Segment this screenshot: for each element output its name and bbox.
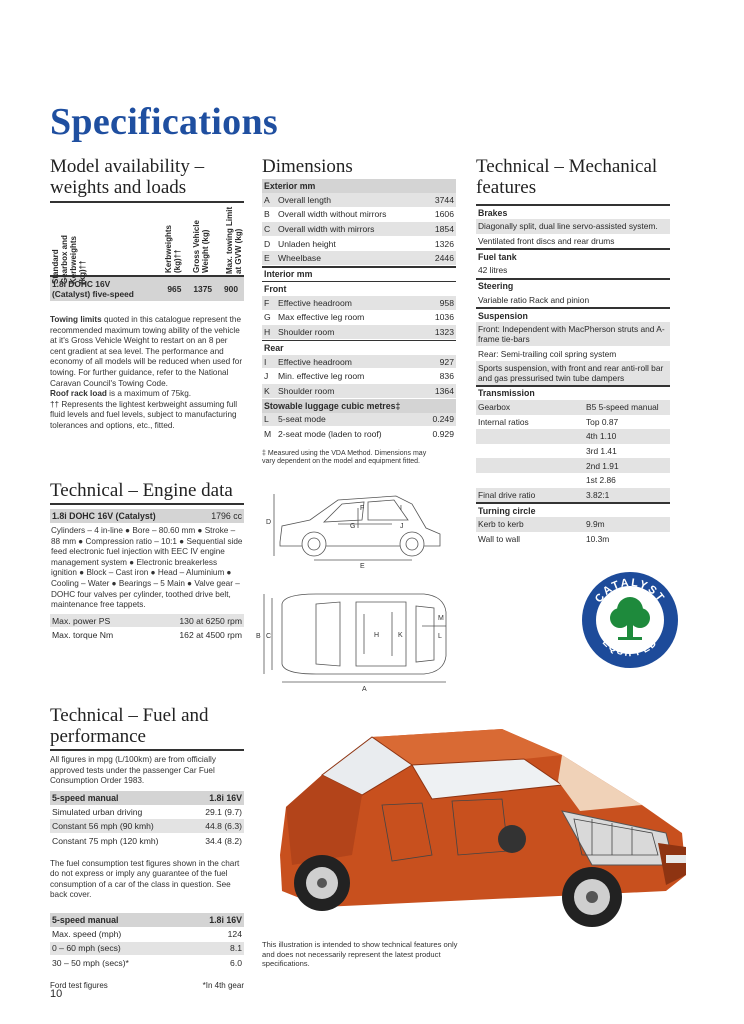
luggage-header: Stowable luggage cubic metres‡ [262, 399, 456, 413]
transmission-value: 3rd 1.41 [586, 446, 617, 457]
col-header-towing: Max. towing Limit at GVW (kg) [225, 206, 243, 274]
dimension-key: K [264, 385, 270, 396]
transmission-value: 4th 1.10 [586, 431, 617, 442]
perf-row [50, 927, 244, 942]
letter-e: E [360, 563, 365, 570]
rear-wheel [294, 855, 350, 911]
letter-a: A [362, 686, 367, 693]
engine-bar [50, 509, 244, 523]
dimensions-note: ‡ Measured using the VDA Method. Dimensions may vary dependent on the model and equipment fitted. [262, 449, 427, 466]
dimension-key: F [264, 297, 270, 308]
col-header-gvw: Gross Vehicle Weight (kg) [192, 220, 210, 273]
perf-row [50, 956, 244, 971]
engine-row-value: 130 at 6250 rpm [179, 615, 242, 626]
letter-i: I [400, 505, 402, 512]
fuel-table2-title: 5-speed manual [52, 914, 119, 925]
engine-bar-label: 1.8i DOHC 16V (Catalyst) [52, 511, 156, 521]
engine-heading: Technical – Engine data [50, 480, 244, 505]
dimension-label: Shoulder room [278, 385, 335, 396]
transmission-value: 1st 2.86 [586, 475, 616, 486]
suspension-line: Sports suspension, with front and rear anti-roll bar and gas pressurised twin tube dampers [476, 361, 670, 385]
side-view-diagram [262, 484, 460, 574]
transmission-label: Internal ratios [478, 416, 529, 427]
dimension-key: G [264, 312, 271, 323]
dimension-row [262, 355, 456, 370]
dagger-note: †† Represents the lightest kerbweight assuming full fluid levels and fuel levels, subject to manufacturing tolerances and options, etc., fitted. [50, 399, 238, 430]
perf-row-value: 8.1 [230, 943, 242, 954]
transmission-row [476, 415, 670, 430]
turning-header: Turning circle [476, 502, 670, 517]
letter-l: L [438, 633, 442, 640]
letter-g: G [350, 523, 356, 530]
suspension-line: Front: Independent with MacPherson struts and A-frame tie-bars [476, 322, 670, 346]
dimension-value: 1606 [434, 209, 454, 220]
fuel-footer [50, 981, 244, 990]
top-view-diagram [256, 590, 460, 694]
front-wheel [562, 867, 622, 927]
front-header: Front [262, 281, 456, 296]
dimension-value: 958 [439, 297, 454, 308]
dimension-row [262, 325, 456, 340]
dimension-value: 1364 [434, 385, 454, 396]
letter-j: J [400, 523, 404, 530]
weights-section [50, 156, 244, 432]
dimension-key: A [264, 194, 270, 205]
perf-row-value: 124 [227, 928, 242, 939]
rear-wheel-far [498, 825, 526, 853]
dimension-value: 1323 [434, 326, 454, 337]
towing-bold: Towing limits [50, 315, 102, 324]
dimension-label: Overall width without mirrors [278, 209, 387, 220]
fuel-row-value: 29.1 (9.7) [205, 806, 242, 817]
dimension-value: 1036 [434, 312, 454, 323]
fuel-section [50, 705, 244, 990]
engine-bar-value: 1796 cc [211, 511, 242, 521]
dimension-key: C [264, 223, 271, 234]
dimension-value: 0.929 [432, 428, 454, 439]
transmission-value: Top 0.87 [586, 416, 619, 427]
dimension-label: Unladen height [278, 238, 336, 249]
steering-header: Steering [476, 278, 670, 293]
dimension-label: Max effective leg room [278, 312, 365, 323]
turning-row [476, 517, 670, 532]
transmission-row [476, 429, 670, 444]
brakes-line: Ventilated front discs and rear drums [478, 235, 615, 246]
transmission-row [476, 488, 670, 503]
interior-header: Interior mm [262, 266, 456, 281]
dimension-row [262, 427, 456, 442]
dimension-value: 0.249 [432, 414, 454, 425]
perf-row-value: 6.0 [230, 957, 242, 968]
dimension-key: I [264, 356, 267, 367]
dimension-row [262, 413, 456, 428]
dimension-label: Effective headroom [278, 356, 352, 367]
badge-bottom-text: EQUIPPED [599, 637, 661, 660]
fuel-note: The fuel consumption test figures shown in the chart do not express or imply any guarantee of the fuel consumption of a car of the class in question. See back cover. [50, 858, 240, 900]
dimension-label: 5-seat mode [278, 414, 326, 425]
fuel-heading: Technical – Fuel and performance [50, 705, 244, 751]
fuel-table1-title: 5-speed manual [52, 792, 119, 803]
dimension-key: L [264, 414, 269, 425]
engine-row-value: 162 at 4500 rpm [179, 630, 242, 641]
letter-m: M [438, 615, 444, 622]
transmission-row [476, 400, 670, 415]
transmission-row [476, 473, 670, 488]
engine-row-label: Max. torque Nm [52, 630, 114, 641]
letter-f: F [360, 505, 365, 512]
transmission-row [476, 444, 670, 459]
engine-description: Cylinders – 4 in-line ● Bore – 80.60 mm ● Stroke – 88 mm ● Compression ratio – 10:1 ● Sequential side feed electronic fuel injection with EEC IV engine management system ● Electronic breakerless ignition ● Block – Cast iron ● Head – Aluminium ● Cooling – Water ● Bearings – 5 Main ● Valve gear – DOHC four valves per cylinder, toothed drive belt, maintenance free tappets. [51, 526, 243, 610]
perf-row [50, 942, 244, 957]
dimension-label: Min. effective leg room [278, 371, 365, 382]
transmission-value: 3.82:1 [586, 489, 610, 500]
towing-paragraph [50, 315, 244, 432]
dimensions-section [262, 156, 456, 467]
suspension-header: Suspension [476, 307, 670, 322]
rear-header: Rear [262, 340, 456, 355]
fuel-footer-left: Ford test figures [50, 980, 108, 990]
fuel-table1-col: 1.8i 16V [209, 792, 242, 803]
dimension-row [262, 237, 456, 252]
fuel-row-label: Simulated urban driving [52, 806, 143, 817]
suspension-line: Rear: Semi-trailing coil spring system [478, 348, 617, 359]
page-number: 10 [50, 988, 63, 1000]
letter-c: C [266, 633, 272, 640]
dimension-value: 1854 [434, 223, 454, 234]
turning-row [476, 532, 670, 547]
dimension-label: Overall length [278, 194, 332, 205]
dimension-key: H [264, 326, 271, 337]
perf-row-label: 0 – 60 mph (secs) [52, 943, 121, 954]
catalyst-badge [580, 570, 680, 670]
weights-heading: Model availability – weights and loads [50, 156, 244, 203]
weights-row-label-2: (Catalyst) five-speed [52, 289, 134, 299]
transmission-label: Gearbox [478, 402, 511, 413]
engine-row [50, 614, 244, 629]
dimension-key: J [264, 371, 269, 382]
fuel-table1-header [50, 791, 244, 805]
dimension-value: 1326 [434, 238, 454, 249]
roof-bold: Roof rack load [50, 389, 107, 399]
weights-row-label-1: 1.8i DOHC 16V [52, 279, 111, 289]
fuel-footer-right: *In 4th gear [202, 980, 244, 990]
dimension-label: Wheelbase [278, 253, 321, 264]
dimension-label: Overall width with mirrors [278, 223, 375, 234]
page-title: Specifications [50, 101, 278, 143]
roof-text: is a maximum of 75kg. [109, 389, 192, 399]
transmission-row [476, 458, 670, 473]
towing-value: 900 [224, 284, 238, 294]
turning-label: Wall to wall [478, 534, 521, 545]
dimension-value: 836 [439, 371, 454, 382]
brakes-header: Brakes [476, 204, 670, 219]
dimension-row [262, 251, 456, 266]
transmission-value: 2nd 1.91 [586, 460, 619, 471]
fuel-row-label: Constant 56 mph (90 kmh) [52, 821, 154, 832]
fuel-table2-header [50, 913, 244, 927]
kerbweight-value: 965 [167, 284, 182, 294]
exterior-header: Exterior mm [262, 179, 456, 193]
cutaway-illustration [262, 715, 698, 955]
perf-row-label: 30 – 50 mph (secs)* [52, 957, 129, 968]
perf-row-label: Max. speed (mph) [52, 928, 122, 939]
fuel-row [50, 805, 244, 820]
letter-h: H [374, 632, 380, 639]
dimension-value: 3744 [434, 194, 454, 205]
fuel-tank-header: Fuel tank [476, 248, 670, 263]
dimensions-heading: Dimensions [262, 156, 353, 177]
dimension-key: M [264, 428, 272, 439]
transmission-header: Transmission [476, 385, 670, 400]
fuel-row [50, 819, 244, 834]
dimension-row [262, 384, 456, 399]
fuel-intro: All figures in mpg (L/100km) are from officially approved tests under the passenger Car Fuel Consumption Order 1983. [50, 755, 216, 786]
badge-top-text: CATALYST [592, 576, 668, 606]
col-header-kerb: Kerbweights (kg)†† [164, 224, 182, 273]
letter-k: K [398, 632, 403, 639]
dimension-row [262, 193, 456, 208]
dimension-row [262, 208, 456, 223]
towing-text: quoted in this catalogue represent the recommended maximum towing ability of the vehicle at it's Gross Vehicle Weight to restart on an 8 per cent gradient at sea level. The performance and economy of all models will be reduced when used for towing. For further guidance, refer to the National Caravan Council's Towing Code. [50, 315, 243, 388]
gvw-value: 1375 [193, 284, 213, 294]
mechanical-section [476, 156, 670, 546]
fuel-row-label: Constant 75 mph (120 kmh) [52, 835, 159, 846]
fuel-row-value: 44.8 (6.3) [205, 821, 242, 832]
fuel-row-value: 34.4 (8.2) [205, 835, 242, 846]
dimension-row [262, 222, 456, 237]
dimension-row [262, 369, 456, 384]
illustration-caption: This illustration is intended to show technical features only and does not necessarily represent the latest product specifications. [262, 940, 458, 969]
turning-label: Kerb to kerb [478, 519, 524, 530]
letter-d: D [266, 519, 272, 526]
dimension-label: 2-seat mode (laden to roof) [278, 428, 382, 439]
dimension-value: 2446 [434, 253, 454, 264]
transmission-value: B5 5-speed manual [586, 402, 659, 413]
turning-value: 9.9m [586, 519, 605, 530]
dimension-label: Shoulder room [278, 326, 335, 337]
engine-row-label: Max. power PS [52, 615, 111, 626]
col-header-standard: Standard Gearbox and Kerbweights (kg)†† [51, 235, 87, 284]
fuel-row [50, 834, 244, 849]
steering-value: Variable ratio Rack and pinion [478, 295, 590, 306]
dimension-key: E [264, 253, 270, 264]
dimension-row [262, 296, 456, 311]
fuel-table2-col: 1.8i 16V [209, 914, 242, 925]
mechanical-heading: Technical – Mechanical features [476, 156, 658, 198]
dimension-key: B [264, 209, 270, 220]
brakes-line: Diagonally split, dual line servo-assisted system. [476, 219, 670, 234]
engine-section [50, 480, 244, 643]
letter-b: B [256, 633, 261, 640]
engine-row [50, 628, 244, 643]
dimension-row [262, 311, 456, 326]
dimension-label: Effective headroom [278, 297, 352, 308]
transmission-label: Final drive ratio [478, 489, 536, 500]
dimension-key: D [264, 238, 271, 249]
turning-value: 10.3m [586, 534, 610, 545]
dimension-value: 927 [439, 356, 454, 367]
fuel-tank-value: 42 litres [478, 265, 508, 276]
